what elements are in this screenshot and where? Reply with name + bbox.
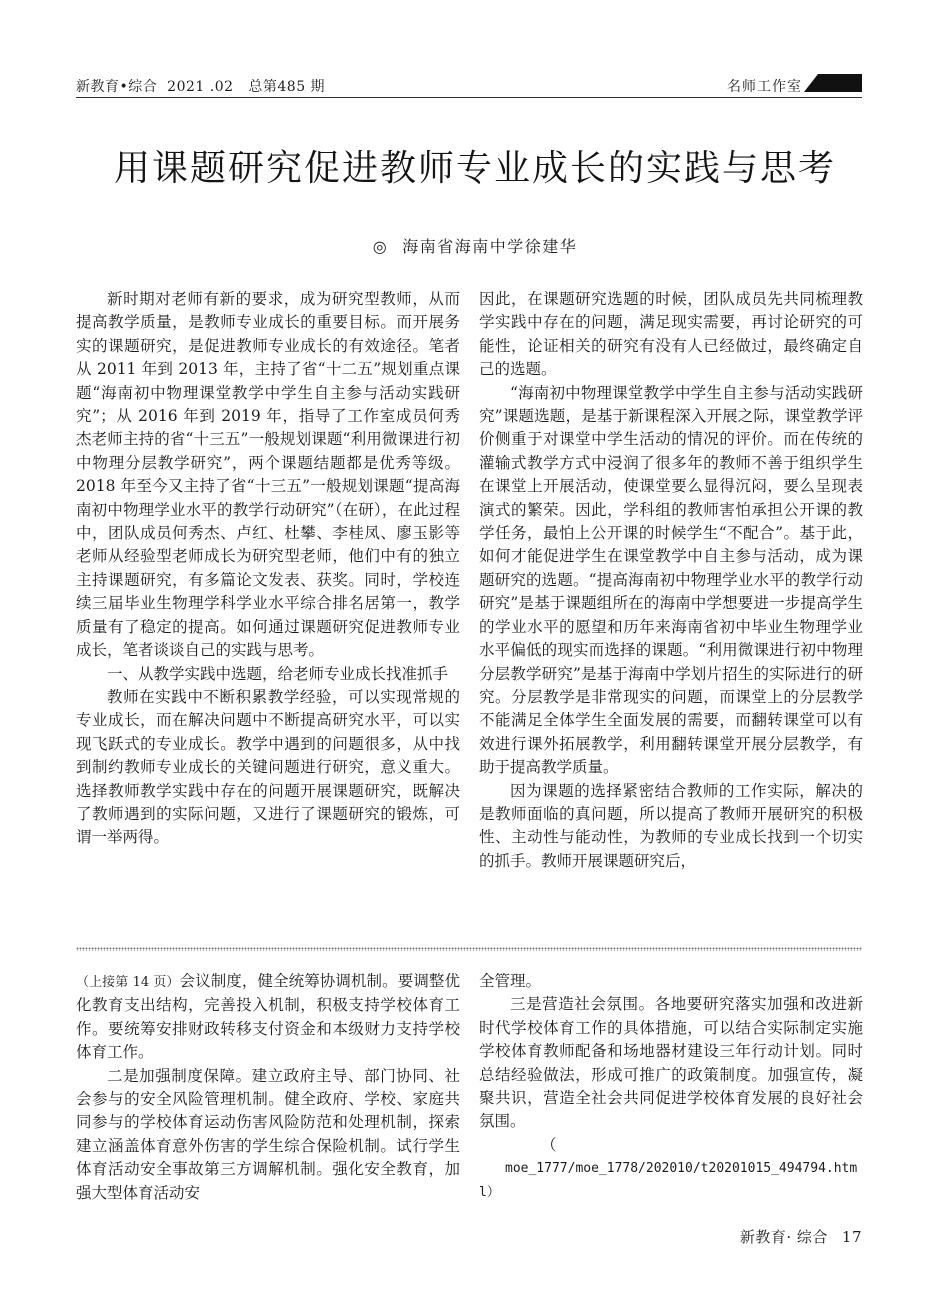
paragraph: 二是加强制度保障。建立政府主导、部门协同、社会参与的安全风险管理机制。健全政府、学校、家庭共同参与的学校体育运动伤害风险防范和处理机制，探索建立涵盖体育意外伤害的学生综合保险机制。试行学生体育活动安全事故第三方调解机制。强化安全教育，加强大型体育活动安 [76,1066,460,1202]
article-author [0,234,950,257]
column-name: 名师工作室 [727,79,802,95]
paragraph: 教师在实践中不断积累教学经验，可以实现常规的专业成长，而在解决问题中不断提高研究水平，可以实现飞跃式的专业成长。教学中遇到的问题很多，从中找到制约教师专业成长的关键问题进行研究，意义重大。选择教师教学实践中存在的问题开展课题研究，既解决了教师遇到的实际问题，又进行了课题研究的锻炼，可谓一举两得。 [76,687,460,847]
paragraph: 新时期对老师有新的要求，成为研究型教师，从而提高教学质量，是教师专业成长的重要目标。而开展务实的课题研究，是促进教师专业成长的有效途径。笔者从 2011 年到 2013 年，主持了省“十二五”规划重点课题“海南初中物理课堂教学中学生自主参与活动实践研究”；从 2016 年到 2019 年，指导了工作室成员何秀杰老师主持的省“十三五”一般规划课题“利用微课进行初中物理分层教学研究”，两个课题结题都是优秀等级。2018 年至今又主持了省“十三五”一般规划课题“提高海南初中物理学业水平的教学行动研究”（在研），在此过程中，团队成员何秀杰、卢红、杜攀、李桂凤、廖玉影等老师从经验型老师成长为研究型老师，他们中有的独立主持课题研究，有多篇论文发表、获奖。同时，学校连续三届毕业生物理学科学业水平综合排名居第一，教学质量有了稳定的提高。如何通过课题研究促进教师专业成长，笔者谈谈自己的实践与思考。 [76,290,460,660]
journal-name: 新教育 [76,79,120,95]
page-header [76,74,862,96]
header-rule [76,97,862,98]
paragraph: 因此，在课题研究选题的时候，团队成员先共同梳理教学实践中存在的问题，满足现实需要，再讨论研究的可能性，论证相关的研究有没有人已经做过，最终确定自己的选题。 [479,290,863,379]
journal-info: 新教育•综合 2021 .02 总第485 期 [76,79,326,95]
paragraph: “海南初中物理课堂教学中学生自主参与活动实践研究”课题选题，是基于新课程深入开展之际，课堂教学评价侧重于对课堂中学生活动的情况的评价。而在传统的灌输式教学方式中浸润了很多年的教师不善于组织学生在课堂上开展活动，使课堂要么显得沉闷，要么呈现表演式的繁荣。因此，学科组的教师害怕承担公开课的教学任务，最怕上公开课的时候学生“不配合”。基于此，如何才能促进学生在课堂教学中自主参与活动，成为课题研究的选题。“提高海南初中物理学业水平的教学行动研究”是基于课题组所在的海南中学想要进一步提高学生的学业水平的愿望和历年来海南省初中毕业生物理学业水平偏低的现实而选择的课题。“利用微课进行初中物理分层教学研究”是基于海南中学划片招生的实际进行的研究。分层教学是非常现实的问题，而课堂上的分层教学不能满足全体学生全面发展的需要，而翻转课堂可以有效进行课外拓展教学，利用翻转课堂开展分层教学，有助于提高教学质量。 [479,383,863,777]
paragraph: 全管理。 [479,972,542,990]
section-heading: 一、从教学实践中选题，给老师专业成长找准抓手 [107,664,449,683]
header-decoration [804,74,862,92]
source-url: moe_1777/moe_1778/202010/t20201015_494794.html） [479,1161,858,1200]
footer-journal: 新教育· 综合 [739,1228,828,1246]
paragraph: 因为课题的选择紧密结合教师的工作实际，解决的是教师面临的真问题，所以提高了教师开展研究的积极性、主动性与能动性，为教师的专业成长找到一个切实的抓手。教师开展课题研究后， [479,781,863,870]
author-mark-icon: ◎ [372,237,389,256]
page-footer [740,1226,862,1247]
author-name: 海南省海南中学徐建华 [402,237,578,256]
dotted-divider [76,947,862,951]
column-right-upper [479,288,863,873]
paragraph: 三是营造社会氛围。各地要研究落实加强和改进新时代学校体育工作的具体措施，可以结合实际制定实施学校体育教师配备和场地器材建设三年行动计划。同时总结经验做法，形成可推广的政策制度。加强宣传，凝聚共识，营造全社会共同促进学校体育发展的良好社会氛围。 [479,995,863,1131]
column-left-upper [76,288,460,850]
article-title: 用课题研究促进教师专业成长的实践与思考 [113,148,836,189]
journal-total-issue: 总第485 期 [248,79,326,95]
page-number: 17 [841,1228,862,1246]
paragraph-text: 会议制度，健全统筹协调机制。要调整优化教育支出结构，完善投入机制，积极支持学校体育工作。要统筹安排财政转移支付资金和本级财力支持学校体育工作。 [76,972,460,1062]
journal-section: 综合 [128,79,158,95]
column-right-lower [479,970,863,1204]
paragraph [76,970,460,1065]
url-open-paren: （ [541,1135,557,1154]
column-left-lower [76,970,460,1205]
journal-issue: 2021 .02 [167,79,234,95]
continued-note: （上接第 14 页） [76,975,180,990]
